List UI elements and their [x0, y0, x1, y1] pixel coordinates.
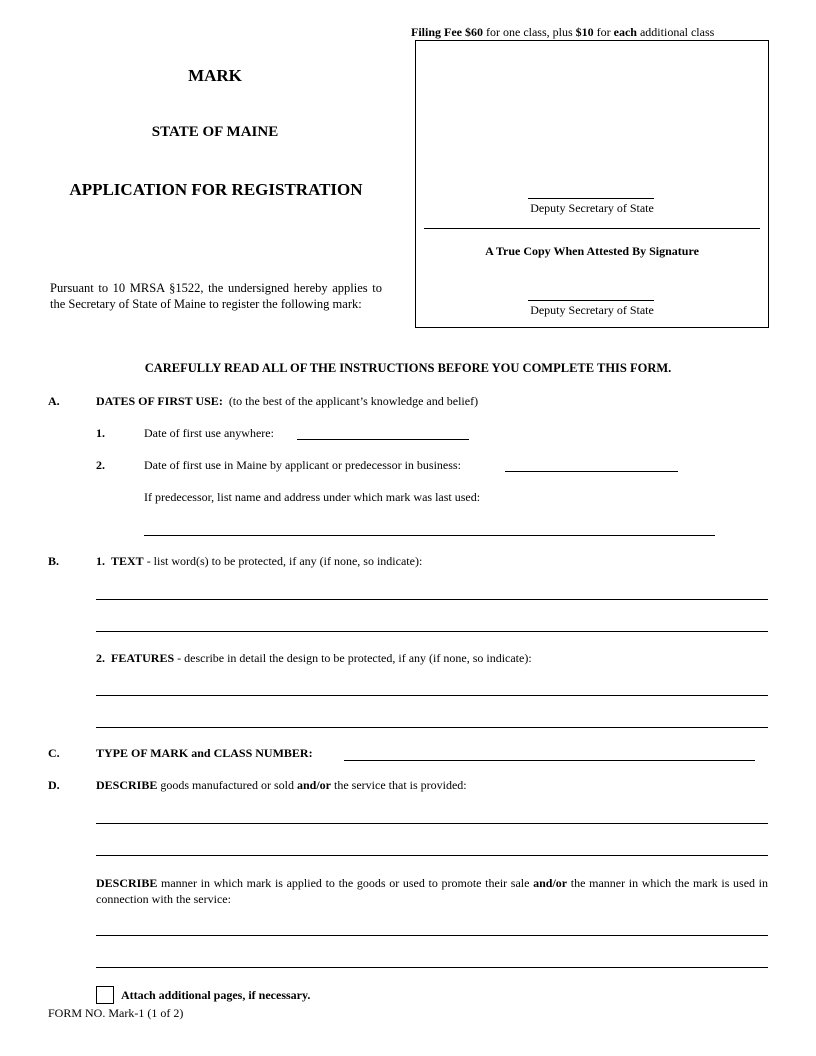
goods-field-line-1[interactable] — [96, 823, 768, 824]
describe-manner-label — [96, 875, 768, 907]
fee-each: each — [613, 25, 637, 39]
describe-goods-text-1: goods manufactured or sold — [157, 778, 297, 792]
describe-goods-andor: and/or — [297, 778, 332, 792]
manner-field-line-2[interactable] — [96, 967, 768, 968]
section-a-heading — [96, 394, 478, 409]
section-c-letter: C. — [48, 746, 60, 760]
describe-goods-label — [96, 778, 467, 793]
deputy-signature-line-1 — [528, 198, 654, 199]
deputy-label-2: Deputy Secretary of State — [530, 303, 654, 317]
item-a1-number: 1. — [96, 426, 105, 440]
true-copy-label: A True Copy When Attested By Signature — [485, 244, 699, 258]
section-a-letter: A. — [48, 394, 60, 408]
text-label: TEXT — [111, 554, 144, 568]
section-d-letter: D. — [48, 778, 60, 792]
section-b-letter: B. — [48, 554, 60, 568]
text-description: - list word(s) to be protected, if any (if none, so indicate): — [143, 554, 423, 568]
filing-stamp-box — [415, 40, 769, 328]
features-field-line-1[interactable] — [96, 695, 768, 696]
features-field-line-2[interactable] — [96, 727, 768, 728]
describe-manner-andor: and/or — [533, 876, 568, 890]
instructions-heading: CAREFULLY READ ALL OF THE INSTRUCTIONS BEFORE YOU COMPLETE THIS FORM. — [144, 361, 672, 375]
first-use-maine-label: Date of first use in Maine by applicant or predecessor in business: — [144, 458, 461, 472]
item-a2-number: 2. — [96, 458, 105, 472]
features-item — [96, 651, 532, 666]
fee-text-1: for one class, plus — [483, 25, 576, 39]
fee-text-2: for — [593, 25, 614, 39]
pursuant-paragraph: Pursuant to 10 MRSA §1522, the undersigned hereby applies to the Secretary of State of Maine to register the following mark: — [50, 281, 382, 311]
describe-manner-bold: DESCRIBE — [96, 876, 158, 890]
box-divider — [424, 228, 760, 229]
features-item-number: 2. — [96, 651, 105, 665]
fee-additional-amount: $10 — [575, 25, 594, 39]
text-field-line-2[interactable] — [96, 631, 768, 632]
describe-manner-text-2: the manner in which the mark is used in connection with the service: — [96, 876, 769, 906]
predecessor-label: If predecessor, list name and address under which mark was last used: — [144, 490, 481, 504]
manner-field-line-1[interactable] — [96, 935, 768, 936]
filing-fee-amount: Filing Fee $60 — [411, 25, 483, 39]
form-title-mark: MARK — [188, 66, 242, 85]
deputy-signature-line-2 — [528, 300, 654, 301]
describe-goods-text-2: the service that is provided: — [331, 778, 467, 792]
describe-goods-bold: DESCRIBE — [96, 778, 158, 792]
form-title-state: STATE OF MAINE — [151, 124, 279, 140]
features-description: - describe in detail the design to be protected, if any (if none, so indicate): — [174, 651, 532, 665]
describe-manner-text-1: manner in which mark is applied to the goods or used to promote their sale — [157, 876, 534, 890]
type-class-label: TYPE OF MARK and CLASS NUMBER: — [96, 746, 313, 760]
fee-text-3: additional class — [636, 25, 715, 39]
type-class-field[interactable] — [344, 760, 755, 761]
attach-pages-label: Attach additional pages, if necessary. — [121, 988, 311, 1002]
first-use-anywhere-field[interactable] — [297, 439, 469, 440]
goods-field-line-2[interactable] — [96, 855, 768, 856]
form-number: FORM NO. Mark-1 (1 of 2) — [48, 1006, 184, 1020]
features-label: FEATURES — [111, 651, 175, 665]
first-use-anywhere-label: Date of first use anywhere: — [144, 426, 274, 440]
predecessor-field[interactable] — [144, 535, 715, 536]
dates-first-use-label: DATES OF FIRST USE: — [96, 394, 223, 408]
form-title-application: APPLICATION FOR REGISTRATION — [69, 180, 363, 199]
first-use-maine-field[interactable] — [505, 471, 678, 472]
deputy-label-1: Deputy Secretary of State — [530, 201, 654, 215]
filing-fee-label — [411, 25, 714, 40]
text-item-number: 1. — [96, 554, 105, 568]
dates-note: (to the best of the applicant’s knowledge and belief) — [228, 394, 479, 408]
text-item — [96, 554, 422, 569]
text-field-line-1[interactable] — [96, 599, 768, 600]
attach-pages-checkbox[interactable] — [96, 986, 114, 1004]
